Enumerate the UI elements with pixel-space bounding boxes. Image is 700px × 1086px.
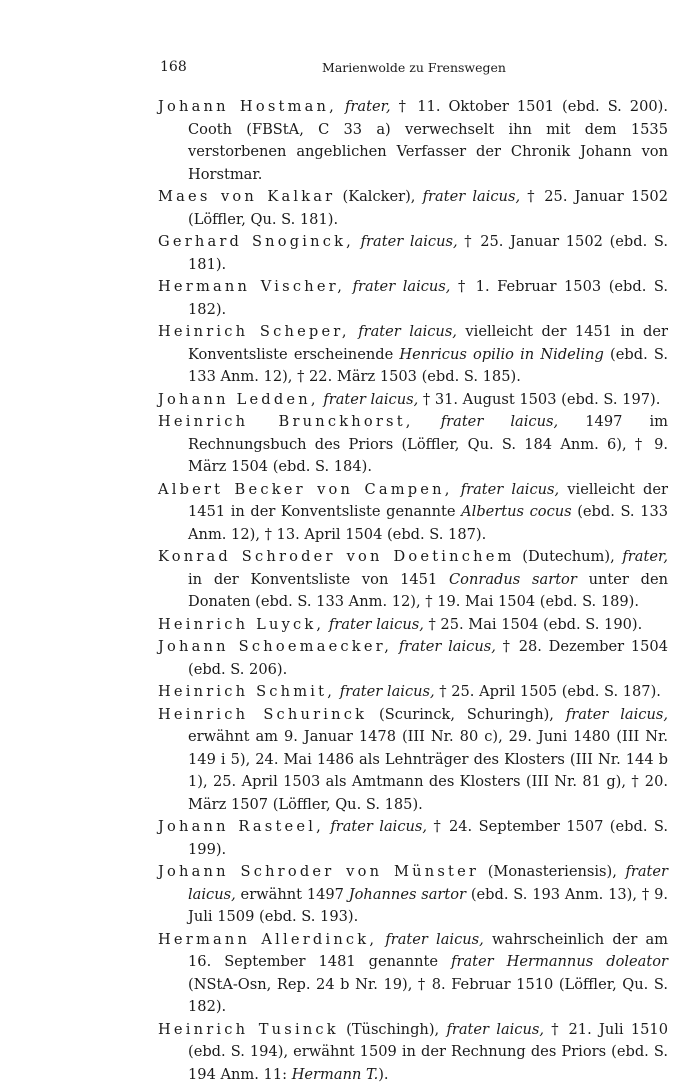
entry-italic-text: frater laicus, — [329, 616, 424, 633]
entry-name: Gerhard Snoginck, — [158, 233, 354, 250]
entry-text: erwähnt am 9. Januar 1478 (III Nr. 80 c), 29. Juni 1480 (III Nr. 149 i 5), 24. Mai 1486 als Lehnträger des Klosters (III Nr. 144 b 1), 25. April 1503 als Amtmann des Klosters (III Nr. 81 g), † 20. März 1507 (Löffler, Qu. S. 185). — [188, 728, 668, 813]
entry-italic-text: frater, — [622, 548, 668, 565]
entry-text: (ebd. S. 133 Anm. 12), † 13. April 1504 (ebd. S. 187). — [188, 503, 668, 543]
register-entry — [158, 704, 668, 817]
entry-name: Heinrich Scheper, — [158, 323, 350, 340]
entry-text: † 11. Oktober 1501 (ebd. S. 200). Cooth (FBStA, C 33 a) verwechselt ihn mit dem 1535 verstorbenen angeblichen Verfasser der Chronik Johann von Horstmar. — [188, 98, 668, 183]
register-entry — [158, 231, 668, 276]
entry-name: Hermann Allerdinck, — [158, 931, 377, 948]
running-title: Marienwolde zu Frenswegen — [160, 60, 668, 75]
entry-italic-text: frater laicus, — [385, 931, 483, 948]
entry-italic-text: Albertus cocus — [461, 503, 572, 520]
register-entry — [158, 186, 668, 231]
register-entry — [158, 929, 668, 1019]
entry-text: † 25. Mai 1504 (ebd. S. 190). — [424, 616, 642, 633]
entry-text: wahrscheinlich der am 16. September 1481 genannte — [188, 931, 668, 971]
entry-text: ). — [378, 1066, 388, 1083]
entry-text: vielleicht der 1451 in der Konventsliste genannte — [188, 481, 668, 521]
entry-text: † 25. April 1505 (ebd. S. 187). — [435, 683, 661, 700]
entry-text: (Scurinck, Schuringh), — [367, 706, 566, 723]
entry-text — [392, 638, 399, 655]
entry-name: Johann Rasteel, — [158, 818, 324, 835]
entry-italic-text: frater laicus, — [423, 188, 520, 205]
entry-name: Johann Ledden, — [158, 391, 319, 408]
register-entry — [158, 389, 668, 412]
entry-text: † 21. Juli 1510 (ebd. S. 194), erwähnt 1509 in der Rechnung des Priors (ebd. S. 194 Anm. 11: — [188, 1021, 668, 1083]
entry-text: (Dutechum), — [515, 548, 623, 565]
entry-italic-text: frater laicus, — [461, 481, 559, 498]
entry-text: † 24. September 1507 (ebd. S. 199). — [188, 818, 668, 858]
entry-text: (Tüschingh), — [339, 1021, 447, 1038]
entry-name: Johann Hostman, — [158, 98, 337, 115]
entry-italic-text: frater laicus, — [361, 233, 458, 250]
entry-text: in der Konventsliste von 1451 — [188, 571, 449, 588]
entry-name: Heinrich Luyck, — [158, 616, 324, 633]
register-entry — [158, 479, 668, 547]
register-entry — [158, 96, 668, 186]
entry-name: Heinrich Brunckhorst, — [158, 413, 414, 430]
entry-italic-text: Henricus opilio in Nideling — [399, 346, 603, 363]
entry-text — [414, 413, 441, 430]
entry-text: (NStA-Osn, Rep. 24 b Nr. 19), † 8. Februar 1510 (Löffler, Qu. S. 182). — [188, 976, 668, 1016]
register-entry — [158, 614, 668, 637]
entry-name: Johann Schroder von Münster — [158, 863, 479, 880]
entry-italic-text: frater laicus, — [323, 391, 418, 408]
register-entry — [158, 321, 668, 389]
entry-text — [345, 278, 353, 295]
entry-italic-text: Conradus sartor — [449, 571, 577, 588]
entry-italic-text: frater laicus, — [399, 638, 496, 655]
entry-italic-text: Johannes sartor — [349, 886, 466, 903]
entry-text: † 31. August 1503 (ebd. S. 197). — [418, 391, 660, 408]
entry-name: Hermann Vischer, — [158, 278, 345, 295]
entry-text: † 25. Januar 1502 (Löffler, Qu. S. 181). — [188, 188, 668, 228]
register-entry — [158, 1019, 668, 1086]
entry-italic-text: frater laicus, — [340, 683, 435, 700]
register-entry — [158, 636, 668, 681]
entry-italic-text: Hermann T. — [292, 1066, 379, 1083]
entry-text: † 1. Februar 1503 (ebd. S. 182). — [188, 278, 668, 318]
entry-italic-text: frater laicus, — [358, 323, 457, 340]
entry-italic-text: frater Hermannus doleator — [451, 953, 668, 970]
entry-name: Albert Becker von Campen, — [158, 481, 453, 498]
entry-text — [337, 98, 345, 115]
entry-text: vielleicht der 1451 in der Konventsliste erscheinende — [188, 323, 668, 363]
entry-italic-text: frater laicus, — [566, 706, 668, 723]
entry-name: Heinrich Tusinck — [158, 1021, 339, 1038]
entry-italic-text: frater, — [345, 98, 391, 115]
entry-text: 1497 im Rechnungsbuch des Priors (Löffler, Qu. S. 184 Anm. 6), † 9. März 1504 (ebd. S. 184). — [188, 413, 668, 475]
entry-name: Maes von Kalkar — [158, 188, 335, 205]
entry-name: Johann Schoemaecker, — [158, 638, 392, 655]
entry-name: Heinrich Schurinck — [158, 706, 367, 723]
entry-text — [350, 323, 358, 340]
register-entry — [158, 681, 668, 704]
entry-italic-text: frater laicus, — [353, 278, 451, 295]
entry-text: † 28. Dezember 1504 (ebd. S. 206). — [188, 638, 668, 678]
register-entry — [158, 546, 668, 614]
entry-text — [453, 481, 461, 498]
entry-italic-text: frater laicus, — [330, 818, 427, 835]
entry-text: unter den Donaten (ebd. S. 133 Anm. 12), † 19. Mai 1504 (ebd. S. 189). — [188, 571, 668, 611]
entry-text — [354, 233, 361, 250]
entry-text: (ebd. S. 193 Anm. 13), † 9. Juli 1509 (ebd. S. 193). — [188, 886, 668, 926]
entry-italic-text: frater laicus, — [446, 1021, 544, 1038]
entry-text: erwähnt 1497 — [236, 886, 349, 903]
entry-text: (ebd. S. 133 Anm. 12), † 22. März 1503 (ebd. S. 185). — [188, 346, 668, 386]
entry-text: (Kalcker), — [335, 188, 422, 205]
register-entry — [158, 861, 668, 929]
running-head — [160, 59, 668, 81]
entry-text: † 25. Januar 1502 (ebd. S. 181). — [188, 233, 668, 273]
register-entries — [158, 96, 668, 1086]
entry-text: (Monasteriensis), — [479, 863, 625, 880]
register-entry — [158, 411, 668, 479]
entry-italic-text: frater laicus, — [441, 413, 558, 430]
register-entry — [158, 816, 668, 861]
page-number: 168 — [160, 59, 187, 75]
entry-name: Konrad Schroder von Doetinchem — [158, 548, 515, 565]
entry-italic-text: frater laicus, — [188, 863, 668, 903]
register-entry — [158, 276, 668, 321]
entry-name: Heinrich Schmit, — [158, 683, 335, 700]
